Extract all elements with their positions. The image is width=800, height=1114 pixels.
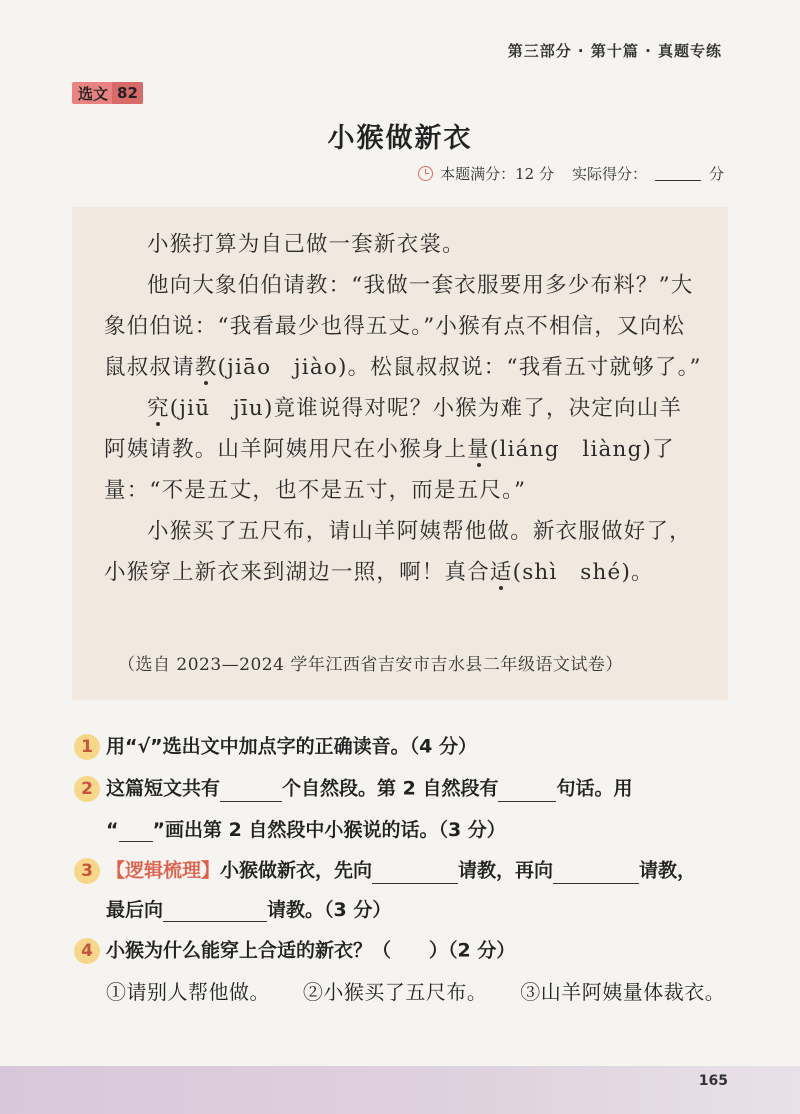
question-3-line-2	[74, 898, 766, 922]
question-3-text-5: 请教。（3 分）	[267, 899, 392, 921]
answer-blank-last[interactable]	[163, 901, 267, 922]
passage-text	[104, 224, 704, 593]
dotted-char-jiu: 究	[147, 396, 170, 421]
passage-tag-label: 选文	[78, 84, 109, 103]
paragraph-4-text-b: (shì shé)。	[512, 560, 654, 585]
answer-blank-sentence-count[interactable]	[498, 781, 556, 802]
question-2	[74, 776, 734, 802]
answer-blank-paragraph-count[interactable]	[220, 781, 282, 802]
passage-tag	[72, 82, 143, 104]
score-full: 本题满分：12 分	[440, 165, 554, 183]
question-4	[74, 938, 734, 964]
score-actual-label: 实际得分：	[571, 165, 647, 183]
question-4-options	[74, 980, 766, 1004]
question-2-text-3: 句话。用	[556, 777, 633, 800]
question-1-text: 用“√”选出文中加点字的正确读音。（4 分）	[106, 735, 477, 758]
question-number-2: 2	[74, 776, 100, 802]
question-3-text-3: 请教，	[639, 859, 697, 882]
page-title: 小猴做新衣	[327, 123, 473, 154]
question-2-text-1: 这篇短文共有	[106, 777, 221, 800]
paragraph-2	[104, 265, 704, 388]
clock-icon	[418, 166, 433, 181]
question-3-text-1: 小猴做新衣，先向	[220, 859, 373, 882]
option-2[interactable]: ②小猴买了五尺布。	[302, 980, 488, 1004]
page-number: 165	[698, 1073, 728, 1089]
passage-tag-number: 82	[112, 82, 143, 104]
score-blank[interactable]	[655, 166, 701, 181]
paragraph-2-text-b: (jiāo jiào)。松鼠叔叔说：“我看五寸就够了。”	[217, 355, 702, 380]
question-number-4: 4	[74, 938, 100, 964]
question-2-text-5: ”画出第 2 自然段中小猴说的话。（3 分）	[152, 819, 506, 841]
underline-symbol	[119, 829, 153, 842]
dotted-char-shi: 适	[489, 560, 513, 585]
footer-band	[0, 1066, 800, 1114]
score-unit: 分	[708, 165, 724, 183]
dotted-char-liang: 量	[467, 437, 490, 462]
paragraph-3	[104, 388, 704, 511]
option-1[interactable]: ①请别人帮他做。	[106, 980, 270, 1004]
question-1	[74, 734, 734, 760]
paragraph-1: 小猴打算为自己做一套新衣裳。	[147, 232, 465, 257]
question-3-text-2: 请教，再向	[458, 859, 554, 882]
question-4-text: 小猴为什么能穿上合适的新衣？（ ）（2 分）	[106, 939, 516, 962]
paragraph-3-text-a: (jiū jīu)竟谁说得对呢？小猴为难了，决定向山羊阿姨请教。山羊阿姨用尺在小猴身上	[104, 396, 683, 462]
passage-source: （选自 2023—2024 学年江西省吉安市吉水县二年级语文试卷）	[118, 655, 623, 675]
question-3-tag: 【逻辑梳理】	[106, 859, 221, 882]
paragraph-4	[104, 511, 704, 593]
paragraph-3-text-b: (liáng liàng)了量：“不是五丈，也不是五寸，而是五尺。”	[104, 437, 675, 503]
answer-blank-first[interactable]	[372, 863, 458, 884]
option-3[interactable]: ③山羊阿姨量体裁衣。	[520, 980, 726, 1004]
paragraph-2-text-a: 他向大象伯伯请教：“我做一套衣服要用多少布料？”大象伯伯说：“我看最少也得五丈。”小猴有点不相信，又向松鼠叔叔请	[104, 273, 694, 380]
question-3	[74, 858, 734, 884]
score-line	[418, 163, 724, 184]
question-2-text-4: “	[106, 819, 119, 841]
answer-blank-second[interactable]	[553, 863, 639, 884]
question-number-3: 3	[74, 858, 100, 884]
question-2-text-2: 个自然段。第 2 自然段有	[282, 777, 499, 800]
dotted-char-jiao: 教	[194, 355, 218, 380]
question-number-1: 1	[74, 734, 100, 760]
question-3-text-4: 最后向	[106, 899, 164, 921]
section-header: 第三部分 · 第十篇 · 真题专练	[507, 42, 722, 60]
question-2-line-2	[74, 818, 766, 842]
paragraph-4-text-a: 小猴买了五尺布，请山羊阿姨帮他做。新衣服做好了，小猴穿上新衣来到湖边一照，啊！真合	[104, 519, 692, 585]
